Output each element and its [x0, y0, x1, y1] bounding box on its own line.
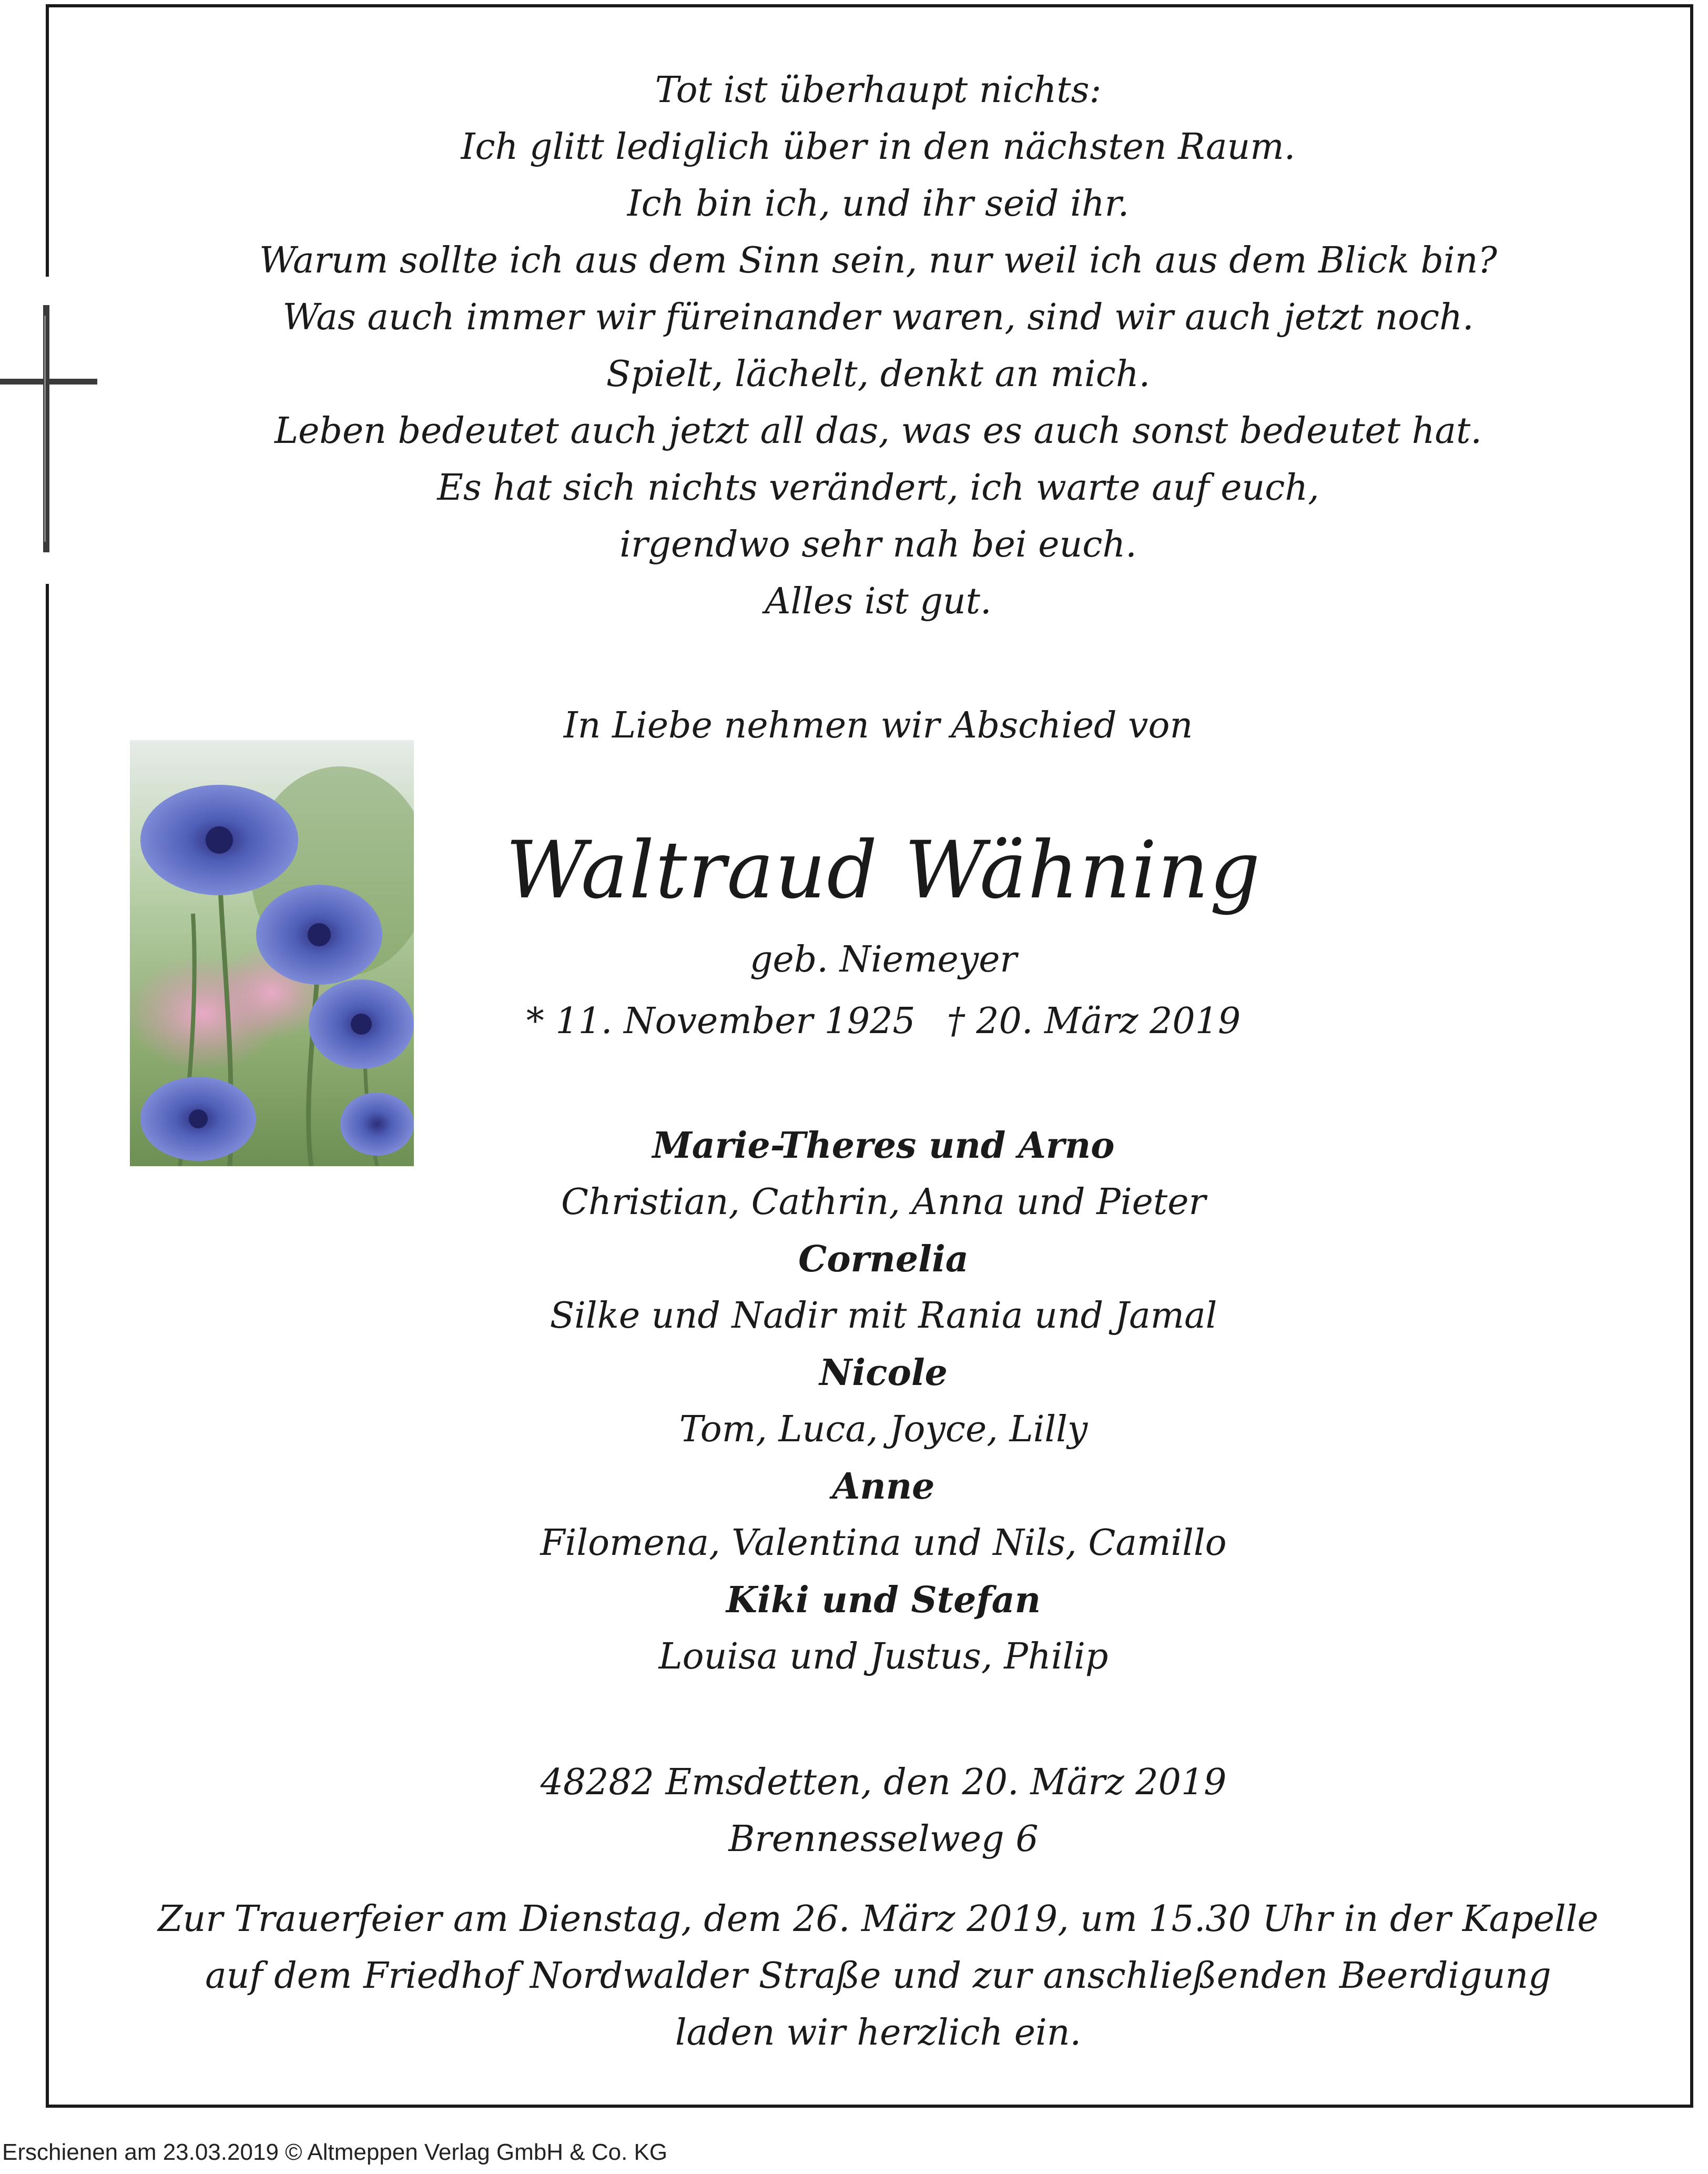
family-head: Anne	[832, 1465, 935, 1508]
poem-line: irgendwo sehr nah bei euch.	[619, 524, 1137, 565]
family-members: Silke und Nadir mit Rania und Jamal	[550, 1295, 1217, 1337]
family-head: Kiki und Stefan	[726, 1579, 1041, 1621]
birth-date: * 11. November 1925	[526, 1000, 916, 1042]
family-head: Cornelia	[798, 1238, 969, 1280]
poem-line: Warum sollte ich aus dem Sinn sein, nur weil ich aus dem Blick bin?	[259, 240, 1497, 281]
city-date: 48282 Emsdetten, den 20. März 2019	[540, 1762, 1227, 1803]
street-address: Brennesselweg 6	[728, 1818, 1039, 1860]
poem-line: Leben bedeutet auch jetzt all das, was es auch sonst bedeutet hat.	[274, 410, 1482, 452]
poem-line: Ich bin ich, und ihr seid ihr.	[627, 183, 1130, 225]
frame-left-edge-bottom	[46, 584, 49, 2108]
poem-line: Ich glitt lediglich über in den nächsten Raum.	[461, 126, 1296, 168]
family-members: Filomena, Valentina und Nils, Camillo	[540, 1522, 1227, 1564]
farewell-intro: In Liebe nehmen wir Abschied von	[563, 705, 1193, 746]
mourners-list	[410, 1117, 1357, 1685]
family-members: Christian, Cathrin, Anna und Pieter	[561, 1181, 1206, 1223]
poem-line: Alles ist gut.	[765, 581, 992, 622]
poem-line: Was auch immer wir füreinander waren, sind wir auch jetzt noch.	[282, 297, 1474, 338]
frame-left-edge-top	[46, 4, 49, 277]
birth-name: geb. Niemeyer	[750, 939, 1017, 980]
address-block	[410, 1754, 1357, 1868]
deceased-name: Waltraud Wähning	[505, 825, 1262, 916]
funeral-line: Zur Trauerfeier am Dienstag, dem 26. März 2019, um 15.30 Uhr in der Kapelle	[158, 1898, 1599, 1940]
family-head: Marie-Theres und Arno	[652, 1125, 1115, 1167]
cross-icon	[0, 305, 97, 552]
funeral-notice	[95, 1891, 1662, 2061]
death-date: † 20. März 2019	[947, 1000, 1241, 1042]
funeral-line: laden wir herzlich ein.	[675, 2012, 1082, 2054]
poem-line: Tot ist überhaupt nichts:	[655, 69, 1102, 111]
cornflower-photo	[130, 740, 414, 1166]
publication-footer: Erschienen am 23.03.2019 © Altmeppen Verlag GmbH & Co. KG	[2, 2139, 668, 2165]
life-dates	[463, 995, 1304, 1048]
family-head: Nicole	[819, 1352, 948, 1394]
poem	[121, 62, 1635, 630]
poem-line: Spielt, lächelt, denkt an mich.	[606, 353, 1151, 395]
family-members: Tom, Luca, Joyce, Lilly	[679, 1409, 1088, 1450]
poem-line: Es hat sich nichts verändert, ich warte auf euch,	[437, 467, 1319, 509]
funeral-line: auf dem Friedhof Nordwalder Straße und zur anschließenden Beerdigung	[205, 1955, 1551, 1997]
family-members: Louisa und Justus, Philip	[658, 1636, 1109, 1677]
